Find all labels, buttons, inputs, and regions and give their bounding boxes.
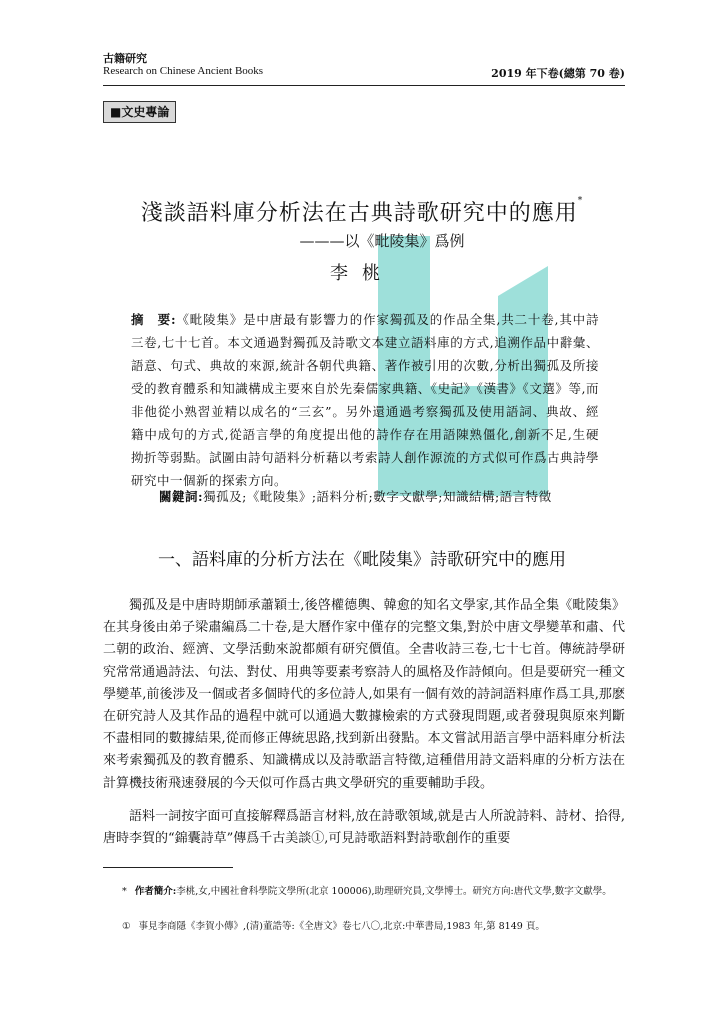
- paragraph-text: 獨孤及是中唐時期師承蕭穎士,後啓權德輿、韓愈的知名文學家,其作品全集《毗陵集》在其身後由弟子梁肅編爲二十卷,是大曆作家中僅存的完整文集,對於中唐文學變革和肅、代二朝的政治、經濟、文學活動來說都頗有研究價值。全書收詩三卷,七十七首。傳統詩學研究常常通過詩法、句法、對仗、用典等要素考察詩人的風格及作詩傾向。但是要研究一種文學變革,前後涉及一個或者多個時代的多位詩人,如果有一個有效的詩詞語料庫作爲工具,那麽在研究詩人及其作品的過程中就可以通過大數據檢索的方式發現問題,或者發現與原來判斷不盡相同的數據結果,從而修正傳統思路,找到新出發點。本文嘗試用語言學中語料庫分析法來考索獨孤及的教育體系、知識構成以及詩歌語言特徵,這種借用詩文語料庫的分析方法在計算機技術飛速發展的今天似可作爲古典文學研究的重要輔助手段。: [103, 598, 625, 791]
- journal-name-cn: 古籍研究: [103, 52, 147, 65]
- footnote-mark: ①: [122, 921, 131, 932]
- keywords: [159, 487, 599, 505]
- page-header: [103, 50, 625, 86]
- journal-name-en: Research on Chinese Ancient Books: [103, 65, 264, 77]
- section-tag: ■文史專論: [103, 101, 176, 123]
- footnote-1: [103, 918, 625, 936]
- footnote-author: [103, 883, 625, 901]
- paragraph-text: 語料一詞按字面可直接解釋爲語言材料,放在詩歌領域,就是古人所說詩料、詩材、拾得,唐時李賀的“錦囊詩草”傳爲千古美談①,可見詩歌語料對詩歌創作的重要: [103, 809, 625, 847]
- title-footnote-mark: *: [577, 196, 584, 206]
- body-paragraph-2: [103, 806, 625, 850]
- header-divider: [103, 85, 625, 86]
- keywords-label: 關鍵詞:: [159, 489, 204, 504]
- author-name: 李桃: [330, 263, 394, 284]
- abstract-label: 摘 要:: [131, 312, 177, 327]
- article-subtitle: ———以《毗陵集》爲例: [299, 232, 465, 250]
- footnote-mark: *: [122, 886, 127, 897]
- section-heading: 一、語料庫的分析方法在《毗陵集》詩歌研究中的應用: [158, 550, 566, 570]
- footnote-divider: [103, 867, 233, 868]
- issue-label: 2019 年下卷(總第 70 卷): [491, 67, 625, 80]
- footnote-text: 事見李商隱《李賀小傳》,(清)董誥等:《全唐文》卷七八〇,北京:中華書局,1983 年,第 8149 頁。: [138, 921, 545, 932]
- title-text: 淺談語料庫分析法在古典詩歌研究中的應用: [140, 201, 578, 226]
- abstract: [131, 308, 599, 492]
- abstract-text: 《毗陵集》是中唐最有影響力的作家獨孤及的作品全集,共二十卷,其中詩三卷,七十七首。本文通過對獨孤及詩歌文本建立語料庫的方式,追溯作品中辭彙、語意、句式、典故的來源,統計各朝代典籍、著作被引用的次數,分析出獨孤及所接受的教育體系和知識構成主要來自於先秦儒家典籍、《史記》《漢書》《文選》等,而非他從小熟習並精以成名的“三玄”。另外還通過考察獨孤及使用語詞、典故、經籍中成句的方式,從語言學的角度提出他的詩作存在用語陳熟僵化,創新不足,生硬拗折等弱點。試圖由詩句語料分析藉以考索詩人創作源流的方式似可作爲古典詩學研究中一個新的探索方向。: [131, 312, 600, 488]
- article-title: [0, 196, 724, 227]
- footnote-label: 作者簡介:: [134, 886, 177, 897]
- keywords-text: 獨孤及;《毗陵集》;語料分析;數字文獻學;知識結構;語言特徵: [203, 489, 552, 504]
- footnote-text: 李桃,女,中國社會科學院文學所(北京 100006),助理研究員,文學博士。研究方向:唐代文學,數字文獻學。: [176, 886, 612, 897]
- body-paragraph-1: [103, 595, 625, 795]
